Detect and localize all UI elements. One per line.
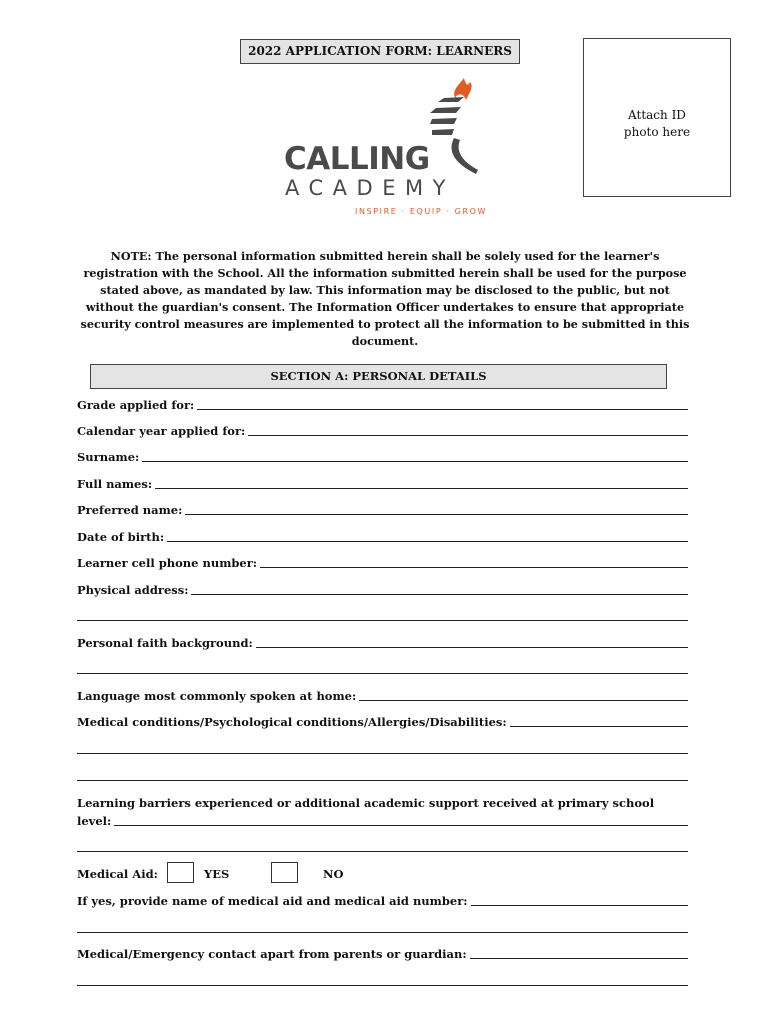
torch-curve [452,138,478,174]
yes-label: YES [204,867,230,881]
dob-input-line[interactable] [167,541,688,542]
language-field[interactable] [77,687,688,703]
surname-label: Surname: [77,450,140,464]
flame-shape [454,78,471,100]
medical-aid-details-input-line[interactable] [471,905,689,906]
medical-aid-yes-checkbox[interactable] [167,862,194,883]
language-input-line[interactable] [359,700,688,701]
medical-aid-details-field[interactable] [77,892,688,908]
faith-input-line-2[interactable] [77,673,688,674]
medical-aid-details-input-line-2[interactable] [77,932,688,933]
torch-stripe-2 [430,107,461,113]
address-field[interactable] [77,581,688,597]
form-title: 2022 APPLICATION FORM: LEARNERS [240,39,520,64]
learning-barriers-field[interactable] [77,812,688,828]
medical-conditions-field[interactable] [77,713,688,729]
preferred-name-label: Preferred name: [77,503,183,517]
full-names-label: Full names: [77,477,153,491]
torch-stripe-4 [432,129,454,135]
learning-barriers-input-line[interactable] [114,825,688,826]
emergency-contact-label: Medical/Emergency contact apart from parents or guardian: [77,947,467,961]
medical-conditions-continuation-2[interactable] [77,767,688,783]
full-names-input-line[interactable] [155,488,688,489]
logo-subname: ACADEMY [285,176,455,200]
logo-tagline: INSPIRE · EQUIP · GROW [355,207,488,216]
surname-input-line[interactable] [142,461,688,462]
address-continuation[interactable] [77,607,688,623]
cell-field[interactable] [77,554,688,570]
emergency-contact-continuation[interactable] [77,972,688,988]
medical-aid-no-checkbox[interactable] [271,862,298,883]
photo-label-line2: photo here [623,125,691,139]
torch-stripe-3 [430,118,457,124]
section-a-heading: SECTION A: PERSONAL DETAILS [90,364,667,389]
cell-input-line[interactable] [260,567,688,568]
torch-stripe-1 [438,97,464,102]
preferred-name-field[interactable] [77,501,688,517]
grade-label: Grade applied for: [77,398,195,412]
grade-field[interactable] [77,396,688,412]
medical-conditions-input-line-2[interactable] [77,753,688,754]
no-label: NO [323,867,344,881]
medical-conditions-input-line-3[interactable] [77,780,688,781]
dob-label: Date of birth: [77,530,165,544]
full-names-field[interactable] [77,475,688,491]
calendar-year-field[interactable] [77,422,688,438]
learning-barriers-continuation[interactable] [77,838,688,854]
medical-aid-label: Medical Aid: [77,867,158,881]
address-input-line-2[interactable] [77,620,688,621]
faith-field[interactable] [77,634,688,650]
photo-label-line1: Attach ID [628,108,686,122]
medical-conditions-continuation-1[interactable] [77,740,688,756]
address-label: Physical address: [77,583,189,597]
emergency-contact-input-line-2[interactable] [77,985,688,986]
learning-barriers-input-line-2[interactable] [77,851,688,852]
emergency-contact-input-line[interactable] [470,958,688,959]
calling-academy-logo [280,72,500,222]
medical-aid-details-label: If yes, provide name of medical aid and medical aid number: [77,894,468,908]
emergency-contact-field[interactable] [77,945,688,961]
calendar-year-label: Calendar year applied for: [77,424,246,438]
medical-aid-row [77,862,688,884]
privacy-note: NOTE: The personal information submitted herein shall be solely used for the learner's registration with the School. All the information submitted herein shall be used for the purpose stated above, as mandated by law. This information may be disclosed to the public, but not without the guardian's consent. The Information Officer undertakes to ensure that appropriate security control measures are implemented to protect all the information to be submitted in this document. [80,249,690,348]
faith-continuation[interactable] [77,660,688,676]
cell-label: Learner cell phone number: [77,556,258,570]
learning-barriers-label: Learning barriers experienced or additional academic support received at primary school [77,796,655,810]
surname-field[interactable] [77,448,688,464]
learning-barriers-level-label: level: [77,814,112,828]
logo-name: CALLING [284,141,430,177]
faith-label: Personal faith background: [77,636,253,650]
dob-field[interactable] [77,528,688,544]
grade-input-line[interactable] [197,409,688,410]
id-photo-placeholder[interactable] [583,38,731,197]
learning-barriers-heading [77,794,688,810]
language-label: Language most commonly spoken at home: [77,689,357,703]
preferred-name-input-line[interactable] [185,514,688,515]
address-input-line[interactable] [191,594,688,595]
calendar-year-input-line[interactable] [248,435,688,436]
medical-aid-details-continuation[interactable] [77,919,688,935]
medical-conditions-label: Medical conditions/Psychological conditions/Allergies/Disabilities: [77,715,507,729]
medical-conditions-input-line[interactable] [510,726,688,727]
faith-input-line[interactable] [256,647,688,648]
